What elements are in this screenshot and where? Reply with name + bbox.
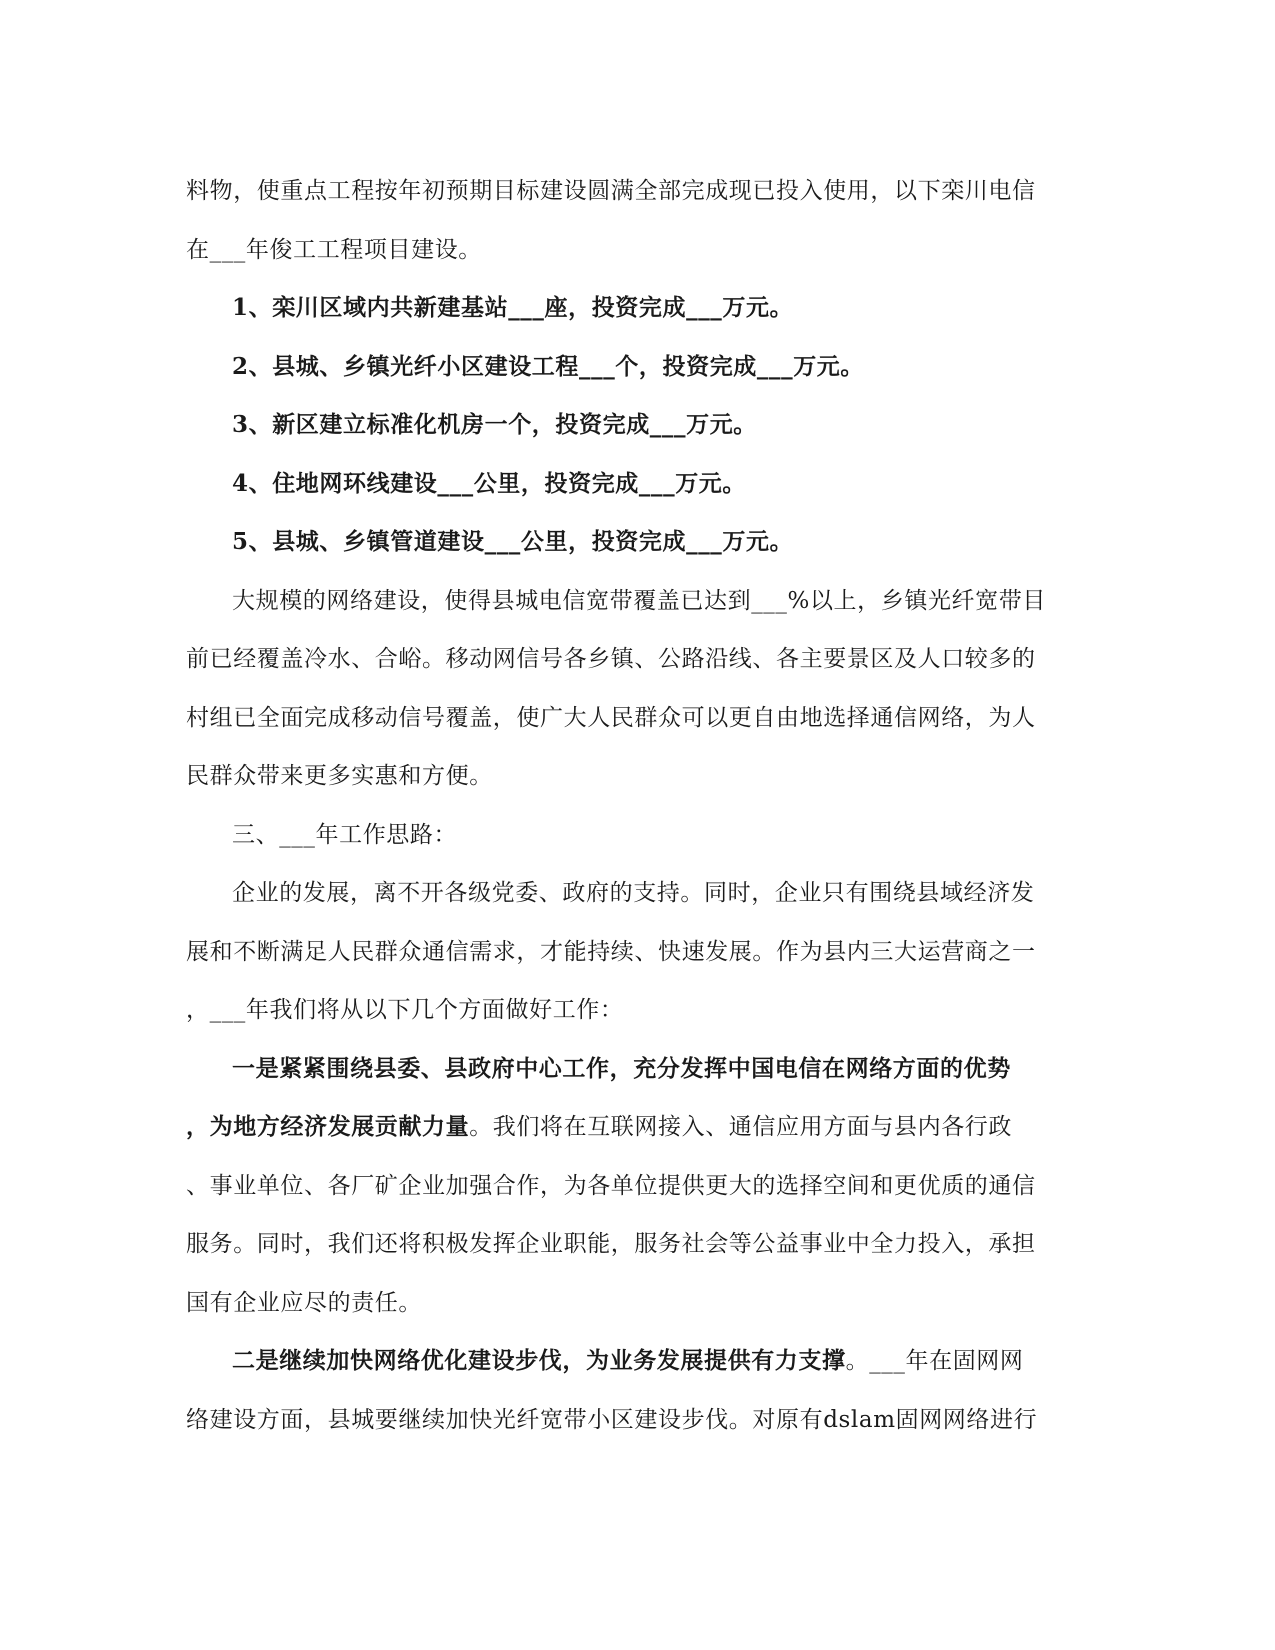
text-line: 国有企业应尽的责任。 — [186, 1289, 422, 1316]
text-run: 。___年在固网网 — [845, 1348, 1024, 1374]
text-line: 在___年俊工工程项目建设。 — [186, 236, 482, 263]
text-line: 、事业单位、各厂矿企业加强合作，为各单位提供更大的选择空间和更优质的通信 — [186, 1172, 1036, 1199]
text-line: 企业的发展，离不开各级党委、政府的支持。同时，企业只有围绕县域经济发 — [232, 880, 1035, 906]
text-line: 1、栾川区域内共新建基站___座，投资完成___万元。 — [232, 294, 794, 321]
text-line: 4、住地网环线建设___公里，投资完成___万元。 — [232, 469, 747, 497]
text-line: 展和不断满足人民群众通信需求，才能持续、快速发展。作为县内三大运营商之一 — [186, 938, 1036, 965]
text-line: 大规模的网络建设，使得县城电信宽带覆盖已达到___%以上，乡镇光纤宽带目 — [232, 587, 1046, 614]
text-line — [186, 1098, 1086, 1157]
text-line: 2、县城、乡镇光纤小区建设工程___个，投资完成___万元。 — [232, 352, 865, 380]
text-line: 前已经覆盖冷水、合峪。移动网信号各乡镇、公路沿线、各主要景区及人口较多的 — [186, 646, 1036, 672]
text-line: 3、新区建立标准化机房一个，投资完成___万元。 — [232, 411, 757, 438]
text-line: ，___年我们将从以下几个方面做好工作： — [186, 997, 624, 1023]
document-body — [186, 162, 1086, 1449]
text-line — [186, 1040, 1086, 1099]
text-line: 民群众带来更多实惠和方便。 — [186, 763, 493, 789]
bold-text-run: 二是继续加快网络优化建设步伐，为业务发展提供有力支撑 — [232, 1347, 846, 1374]
text-line: 服务。同时，我们还将积极发挥企业职能，服务社会等公益事业中全力投入，承担 — [186, 1231, 1036, 1257]
bold-text-run: ，为地方经济发展贡献力量 — [186, 1113, 470, 1140]
text-line: 三、___年工作思路： — [232, 821, 458, 848]
text-run: 。我们将在互联网接入、通信应用方面与县内各行政 — [469, 1114, 1013, 1140]
text-line: 络建设方面，县城要继续加快光纤宽带小区建设步伐。对原有dslam固网网络进行 — [186, 1406, 1038, 1433]
text-line — [186, 1332, 1086, 1391]
text-line: 5、县城、乡镇管道建设___公里，投资完成___万元。 — [232, 528, 794, 555]
bold-text-run: 一是紧紧围绕县委、县政府中心工作，充分发挥中国电信在网络方面的优势 — [232, 1054, 1011, 1082]
text-line: 料物，使重点工程按年初预期目标建设圆满全部完成现已投入使用，以下栾川电信 — [186, 178, 1036, 204]
text-line: 村组已全面完成移动信号覆盖，使广大人民群众可以更自由地选择通信网络，为人 — [186, 704, 1036, 731]
